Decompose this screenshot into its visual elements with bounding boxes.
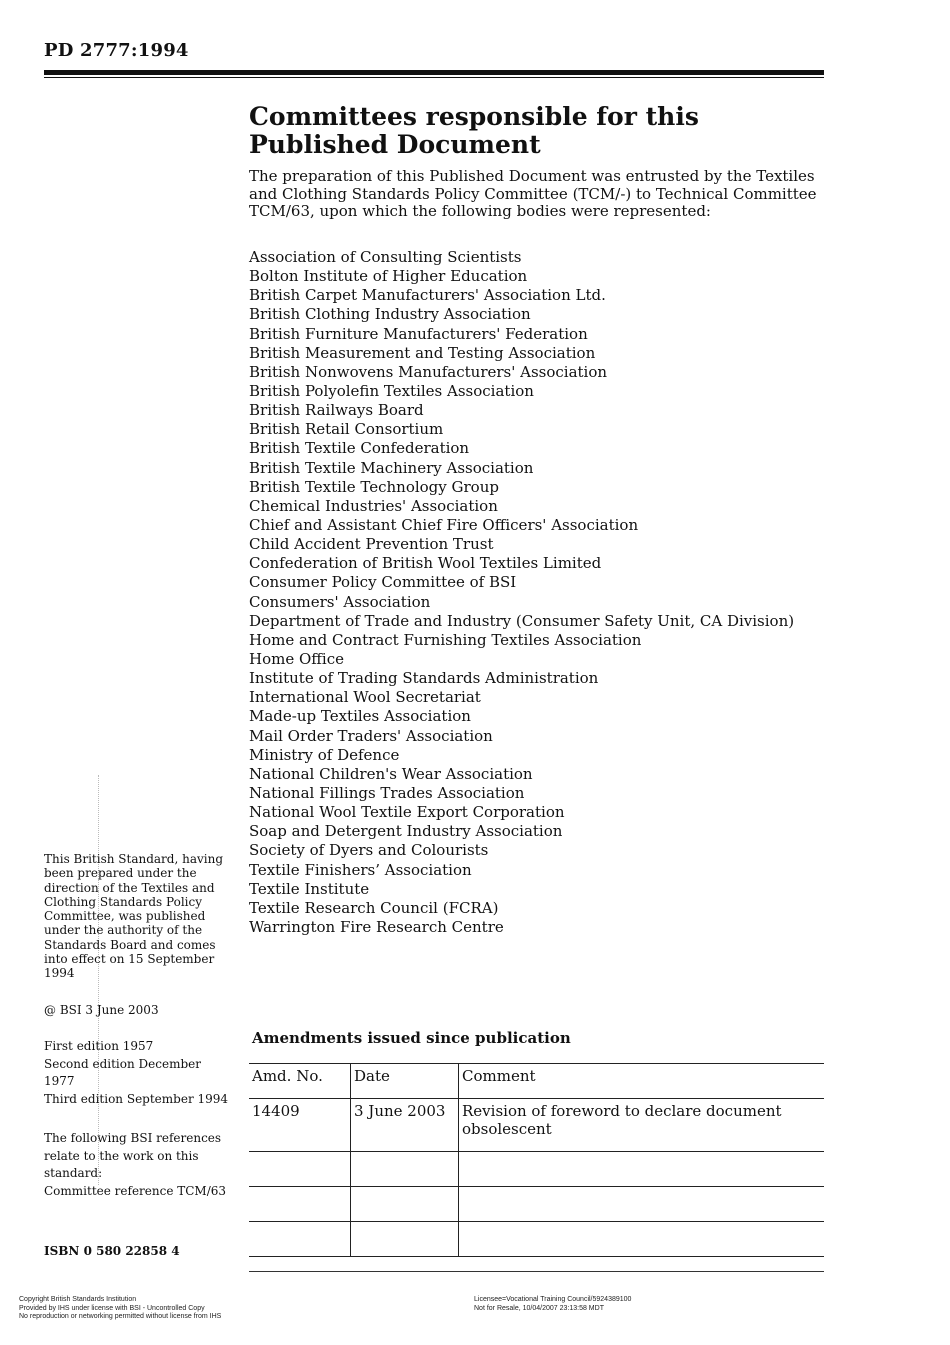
cell-comment bbox=[459, 1187, 825, 1222]
body-list-item: National Fillings Trades Association bbox=[249, 783, 525, 802]
body-list-item: British Textile Machinery Association bbox=[249, 458, 534, 477]
body-list-item: British Textile Technology Group bbox=[249, 477, 499, 496]
body-list-item: British Furniture Manufacturers' Federation bbox=[249, 324, 588, 343]
header-comment: Comment bbox=[459, 1064, 825, 1099]
body-list-item: Confederation of British Wool Textiles Limited bbox=[249, 554, 602, 573]
edition-history bbox=[44, 1038, 234, 1108]
body-list-item: Chemical Industries' Association bbox=[249, 496, 498, 515]
cell-amd-no bbox=[249, 1152, 351, 1187]
body-list-item: Consumer Policy Committee of BSI bbox=[249, 573, 517, 592]
body-list-item: British Clothing Industry Association bbox=[249, 305, 531, 324]
body-list-item: Textile Institute bbox=[249, 879, 370, 898]
bsi-references bbox=[44, 1130, 234, 1200]
body-list-item: Chief and Assistant Chief Fire Officers' Association bbox=[249, 515, 639, 534]
header-amd-no: Amd. No. bbox=[249, 1064, 351, 1099]
edition-line: First edition 1957 bbox=[44, 1039, 154, 1053]
amendments-title: Amendments issued since publication bbox=[252, 1029, 571, 1047]
body-list-item: Textile Finishers’ Association bbox=[249, 860, 472, 879]
bottom-rule bbox=[249, 1271, 824, 1272]
cell-date bbox=[351, 1187, 459, 1222]
cell-amd-no bbox=[249, 1187, 351, 1222]
body-list-item: British Textile Confederation bbox=[249, 439, 470, 458]
body-list-item: British Retail Consortium bbox=[249, 420, 444, 439]
body-list-item: British Nonwovens Manufacturers' Association bbox=[249, 362, 608, 381]
footer-line: Provided by IHS under license with BSI - Uncontrolled Copy bbox=[19, 1304, 205, 1312]
document-id: PD 2777:1994 bbox=[44, 40, 189, 61]
body-list-item: Society of Dyers and Colourists bbox=[249, 841, 489, 860]
body-list-item: Soap and Detergent Industry Association bbox=[249, 822, 563, 841]
body-list-item: Textile Research Council (FCRA) bbox=[249, 898, 499, 917]
cell-amd-no: 14409 bbox=[249, 1099, 351, 1152]
header-rule-thin bbox=[44, 77, 824, 78]
edition-line: Third edition September 1994 bbox=[44, 1091, 229, 1106]
body-list-item: Consumers' Association bbox=[249, 592, 431, 611]
edition-line: Second edition December 1977 bbox=[44, 1056, 201, 1088]
copyright-note: @ BSI 3 June 2003 bbox=[44, 1003, 159, 1017]
intro-paragraph: The preparation of this Published Document was entrusted by the Textiles and Clothing Standards Policy Committee (TCM/-) to Technical Committee TCM/63, upon which the following bodies were represented: bbox=[249, 167, 817, 220]
body-list-item: Ministry of Defence bbox=[249, 745, 400, 764]
footer-line: No reproduction or networking permitted without license from IHS bbox=[19, 1313, 222, 1320]
cell-date bbox=[351, 1222, 459, 1257]
body-list-item: British Measurement and Testing Association bbox=[249, 343, 596, 362]
body-list-item: British Railways Board bbox=[249, 401, 424, 420]
header-date: Date bbox=[351, 1064, 459, 1099]
table-row bbox=[249, 1152, 824, 1187]
references-note: The following BSI references relate to the work on this standard: bbox=[44, 1131, 222, 1180]
body-list-item: Bolton Institute of Higher Education bbox=[249, 267, 528, 286]
amendments-table bbox=[249, 1063, 824, 1257]
footer-license-left bbox=[19, 1296, 221, 1322]
footer-line: Not for Resale, 10/04/2007 23:13:58 MDT bbox=[474, 1304, 604, 1312]
footer-line: Licensee=Vocational Training Council/5924389100 bbox=[474, 1296, 632, 1303]
body-list-item: Child Accident Prevention Trust bbox=[249, 535, 494, 554]
body-list-item: British Polyolefin Textiles Association bbox=[249, 381, 534, 400]
cell-amd-no bbox=[249, 1222, 351, 1257]
body-list-item: National Children's Wear Association bbox=[249, 764, 533, 783]
table-row bbox=[249, 1099, 824, 1152]
header-rule-thick bbox=[44, 70, 824, 75]
cell-date: 3 June 2003 bbox=[351, 1099, 459, 1152]
body-list-item: Warrington Fire Research Centre bbox=[249, 917, 504, 936]
body-list-item: Home Office bbox=[249, 649, 345, 668]
table-row bbox=[249, 1187, 824, 1222]
body-list-item: Made-up Textiles Association bbox=[249, 707, 471, 726]
footer-line: Copyright British Standards Institution bbox=[19, 1296, 137, 1303]
publication-note: This British Standard, having been prepared under the direction of the Textiles and Clothing Standards Policy Committee, was published under the authority of the Standards Board and comes into effect on 15 September 1994 bbox=[44, 852, 224, 981]
body-list-item: British Carpet Manufacturers' Association Ltd. bbox=[249, 286, 606, 305]
cell-comment bbox=[459, 1152, 825, 1187]
cell-comment bbox=[459, 1222, 825, 1257]
committee-reference: Committee reference TCM/63 bbox=[44, 1183, 227, 1198]
body-list-item: Department of Trade and Industry (Consumer Safety Unit, CA Division) bbox=[249, 611, 795, 630]
body-list-item: National Wool Textile Export Corporation bbox=[249, 803, 565, 822]
body-list-item: Home and Contract Furnishing Textiles Association bbox=[249, 630, 642, 649]
isbn: ISBN 0 580 22858 4 bbox=[44, 1244, 180, 1258]
body-list-item: Mail Order Traders' Association bbox=[249, 726, 493, 745]
body-list-item: Association of Consulting Scientists bbox=[249, 248, 522, 266]
cell-comment: Revision of foreword to declare document obsolescent bbox=[459, 1099, 825, 1152]
table-row bbox=[249, 1222, 824, 1257]
table-header-row bbox=[249, 1064, 824, 1099]
cell-date bbox=[351, 1152, 459, 1187]
page-title: Committees responsible for this Published Document bbox=[249, 102, 699, 159]
footer-license-right bbox=[474, 1296, 631, 1313]
represented-bodies-list bbox=[249, 248, 794, 937]
body-list-item: International Wool Secretariat bbox=[249, 688, 481, 707]
body-list-item: Institute of Trading Standards Administration bbox=[249, 669, 599, 688]
